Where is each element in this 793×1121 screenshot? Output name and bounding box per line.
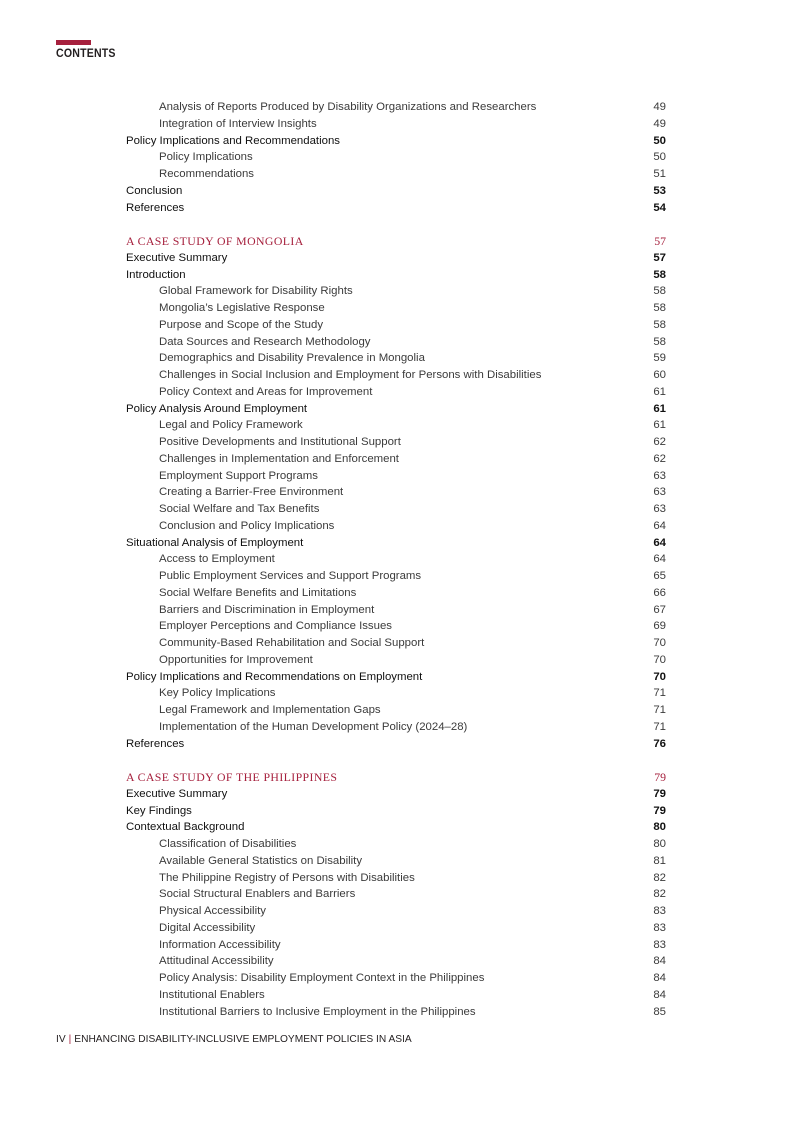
toc-entry-page-number[interactable]: 61 (653, 402, 666, 415)
toc-entry-title[interactable]: Employer Perceptions and Compliance Issues (159, 620, 392, 633)
toc-entry-page-number[interactable]: 64 (653, 553, 666, 566)
toc-entry-page-number[interactable]: 61 (653, 419, 666, 432)
toc-entry-page-number[interactable]: 71 (653, 720, 666, 733)
toc-entry-main[interactable] (0, 535, 793, 552)
toc-entry-title[interactable]: Executive Summary (126, 787, 228, 800)
toc-entry-title[interactable]: Legal and Policy Framework (159, 419, 303, 432)
toc-entry-title[interactable]: Key Findings (126, 804, 192, 817)
toc-entry-page-number[interactable]: 66 (653, 586, 666, 599)
toc-entry-title[interactable]: Policy Implications and Recommendations (126, 134, 340, 147)
toc-entry-title[interactable]: Community-Based Rehabilitation and Social Support (159, 637, 425, 649)
toc-entry-title[interactable]: A CASE STUDY OF MONGOLIA (126, 234, 304, 248)
toc-entry-title[interactable]: Public Employment Services and Support Programs (159, 570, 422, 582)
toc-entry-title[interactable]: Policy Analysis Around Employment (126, 402, 308, 415)
toc-entry-title[interactable]: Legal Framework and Implementation Gaps (159, 704, 381, 716)
toc-entry-page-number[interactable]: 70 (653, 670, 666, 683)
toc-entry-main[interactable] (0, 183, 793, 200)
toc-entry-title[interactable]: References (126, 201, 185, 214)
toc-entry-page-number[interactable]: 49 (653, 117, 666, 130)
toc-entry-page-number[interactable]: 50 (653, 134, 666, 147)
toc-entry-title[interactable]: The Philippine Registry of Persons with Disabilities (159, 871, 415, 884)
toc-entry-sub[interactable] (0, 568, 793, 585)
toc-entry-section[interactable] (0, 233, 793, 250)
toc-entry-page-number[interactable]: 83 (653, 905, 666, 917)
toc-entry-title[interactable]: Access to Employment (159, 553, 275, 566)
toc-entry-page-number[interactable]: 58 (653, 268, 666, 281)
toc-entry-sub[interactable] (0, 417, 793, 434)
toc-entry-title[interactable]: Recommendations (159, 168, 254, 180)
toc-entry-title[interactable]: Challenges in Social Inclusion and Employment for Persons with Disabilities (159, 369, 542, 381)
toc-entry-page-number[interactable]: 58 (653, 318, 666, 331)
footer-separator: | (68, 1034, 72, 1045)
toc-entry-sub[interactable] (0, 870, 793, 887)
toc-entry-sub[interactable] (0, 585, 793, 602)
toc-entry-title[interactable]: Policy Analysis: Disability Employment Context in the Philippines (159, 972, 485, 984)
toc-entry-title[interactable]: Global Framework for Disability Rights (159, 285, 353, 298)
toc-entry-sub[interactable] (0, 970, 793, 987)
toc-entry-page-number[interactable]: 80 (653, 838, 666, 850)
toc-entry-page-number[interactable]: 82 (653, 871, 666, 884)
toc-entry-page-number[interactable]: 82 (653, 888, 666, 901)
toc-entry-sub[interactable] (0, 635, 793, 652)
toc-entry-sub[interactable] (0, 116, 793, 133)
toc-entry-title[interactable]: Classification of Disabilities (159, 838, 297, 850)
toc-entry-title[interactable]: Analysis of Reports Produced by Disability Organizations and Researchers (159, 101, 537, 113)
toc-entry-page-number[interactable]: 70 (653, 653, 666, 666)
toc-entry-main[interactable] (0, 736, 793, 753)
toc-entry-sub[interactable] (0, 451, 793, 468)
toc-entry-sub[interactable] (0, 618, 793, 635)
toc-entry-sub[interactable] (0, 434, 793, 451)
toc-entry-sub[interactable] (0, 685, 793, 702)
toc-entry-main[interactable] (0, 669, 793, 686)
toc-entry-page-number[interactable]: 62 (653, 436, 666, 448)
toc-entry-sub[interactable] (0, 602, 793, 619)
page-title: CONTENTS (56, 48, 116, 60)
toc-entry-page-number[interactable]: 84 (653, 972, 666, 984)
table-of-contents (0, 99, 793, 1020)
toc-entry-page-number[interactable]: 57 (654, 234, 666, 248)
toc-entry-title[interactable]: Opportunities for Improvement (159, 653, 313, 666)
toc-entry-page-number[interactable]: 51 (653, 168, 666, 180)
toc-entry-sub[interactable] (0, 920, 793, 937)
toc-entry-sub[interactable] (0, 987, 793, 1004)
toc-entry-main[interactable] (0, 786, 793, 803)
toc-entry-page-number[interactable]: 71 (653, 704, 666, 716)
toc-entry-sub[interactable] (0, 283, 793, 300)
toc-entry-sub[interactable] (0, 551, 793, 568)
toc-entry-sub[interactable] (0, 652, 793, 669)
toc-entry-title[interactable]: Challenges in Implementation and Enforcement (159, 452, 399, 465)
toc-entry-title[interactable]: Social Welfare Benefits and Limitations (159, 586, 357, 599)
toc-entry-title[interactable]: Mongolia’s Legislative Response (159, 302, 325, 314)
toc-entry-page-number[interactable]: 59 (653, 352, 666, 365)
toc-entry-main[interactable] (0, 200, 793, 217)
toc-entry-title[interactable]: Conclusion and Policy Implications (159, 519, 335, 532)
toc-entry-page-number[interactable]: 49 (653, 101, 666, 113)
toc-entry-page-number[interactable]: 58 (653, 285, 666, 298)
toc-entry-page-number[interactable]: 53 (653, 184, 666, 197)
toc-entry-sub[interactable] (0, 836, 793, 853)
toc-entry-title[interactable]: Purpose and Scope of the Study (159, 318, 324, 331)
toc-entry-title[interactable]: Social Structural Enablers and Barriers (159, 888, 356, 901)
toc-entry-sub[interactable] (0, 99, 793, 116)
toc-entry-title[interactable]: Conclusion (126, 184, 183, 197)
toc-entry-title[interactable]: Social Welfare and Tax Benefits (159, 503, 320, 515)
toc-entry-title[interactable]: Attitudinal Accessibility (159, 955, 274, 968)
toc-entry-title[interactable]: Integration of Interview Insights (159, 117, 317, 130)
toc-entry-page-number[interactable]: 79 (653, 787, 666, 800)
toc-entry-main[interactable] (0, 133, 793, 150)
toc-entry-title[interactable]: Data Sources and Research Methodology (159, 335, 371, 348)
header-accent-bar (56, 40, 91, 45)
toc-entry-sub[interactable] (0, 719, 793, 736)
toc-entry-page-number[interactable]: 83 (653, 938, 666, 951)
toc-entry-page-number[interactable]: 64 (653, 519, 666, 532)
toc-entry-title[interactable]: Barriers and Discrimination in Employment (159, 603, 375, 616)
toc-entry-page-number[interactable]: 67 (653, 603, 666, 616)
toc-entry-page-number[interactable]: 63 (653, 469, 666, 482)
toc-entry-sub[interactable] (0, 149, 793, 166)
toc-entry-title[interactable]: Demographics and Disability Prevalence in Mongolia (159, 352, 425, 365)
toc-entry-page-number[interactable]: 60 (653, 369, 666, 381)
toc-entry-title[interactable]: Employment Support Programs (159, 469, 318, 482)
toc-entry-title[interactable]: Implementation of the Human Development Policy (2024–28) (159, 720, 468, 733)
toc-entry-page-number[interactable]: 63 (653, 486, 666, 499)
footer-title: ENHANCING DISABILITY-INCLUSIVE EMPLOYMENT POLICIES IN ASIA (74, 1034, 412, 1045)
toc-entry-sub[interactable] (0, 501, 793, 518)
toc-entry-main[interactable] (0, 401, 793, 418)
toc-entry-title[interactable]: Physical Accessibility (159, 905, 266, 917)
toc-entry-sub[interactable] (0, 384, 793, 401)
toc-entry-title[interactable]: Institutional Enablers (159, 988, 265, 1001)
toc-entry-title[interactable]: Policy Implications (159, 151, 253, 164)
toc-entry-main[interactable] (0, 803, 793, 820)
toc-entry-sub[interactable] (0, 702, 793, 719)
toc-entry-page-number[interactable]: 81 (653, 854, 666, 867)
toc-entry-page-number[interactable]: 70 (653, 637, 666, 649)
toc-entry-page-number[interactable]: 57 (653, 251, 666, 264)
toc-entry-title[interactable]: Positive Developments and Institutional Support (159, 436, 401, 448)
toc-entry-page-number[interactable]: 65 (653, 570, 666, 582)
footer-page-number: IV (56, 1034, 66, 1045)
page-footer (56, 1034, 412, 1045)
toc-entry-sub[interactable] (0, 518, 793, 535)
toc-entry-title[interactable]: Available General Statistics on Disability (159, 854, 363, 867)
toc-entry-sub[interactable] (0, 334, 793, 351)
toc-entry-page-number[interactable]: 63 (653, 503, 666, 515)
toc-entry-title[interactable]: Introduction (126, 268, 186, 281)
toc-entry-page-number[interactable]: 58 (653, 335, 666, 348)
toc-entry-sub[interactable] (0, 853, 793, 870)
toc-entry-page-number[interactable]: 54 (653, 201, 666, 214)
toc-entry-page-number[interactable]: 84 (653, 955, 666, 968)
toc-entry-page-number[interactable]: 62 (653, 452, 666, 465)
toc-entry-title[interactable]: Institutional Barriers to Inclusive Employment in the Philippines (159, 1005, 476, 1018)
toc-entry-page-number[interactable]: 83 (653, 921, 666, 934)
toc-entry-sub[interactable] (0, 484, 793, 501)
toc-entry-main[interactable] (0, 267, 793, 284)
toc-entry-page-number[interactable]: 76 (653, 737, 666, 750)
toc-entry-sub[interactable] (0, 886, 793, 903)
toc-entry-title[interactable]: A CASE STUDY OF THE PHILIPPINES (126, 770, 338, 784)
toc-entry-page-number[interactable]: 85 (653, 1005, 666, 1018)
toc-entry-sub[interactable] (0, 468, 793, 485)
toc-entry-main[interactable] (0, 819, 793, 836)
toc-entry-page-number[interactable]: 79 (653, 804, 666, 817)
toc-entry-sub[interactable] (0, 1004, 793, 1021)
toc-entry-page-number[interactable]: 80 (653, 821, 666, 834)
toc-entry-sub[interactable] (0, 317, 793, 334)
toc-entry-sub[interactable] (0, 350, 793, 367)
toc-entry-sub[interactable] (0, 903, 793, 920)
toc-entry-title[interactable]: Contextual Background (126, 821, 245, 834)
toc-entry-main[interactable] (0, 250, 793, 267)
toc-entry-title[interactable]: Digital Accessibility (159, 921, 256, 934)
toc-entry-sub[interactable] (0, 367, 793, 384)
toc-entry-title[interactable]: Policy Context and Areas for Improvement (159, 385, 373, 398)
toc-entry-title[interactable]: Executive Summary (126, 251, 228, 264)
toc-entry-title[interactable]: Key Policy Implications (159, 687, 276, 700)
toc-entry-title[interactable]: Information Accessibility (159, 938, 281, 951)
toc-entry-page-number[interactable]: 50 (653, 151, 666, 164)
toc-entry-title[interactable]: Policy Implications and Recommendations on Employment (126, 670, 423, 683)
toc-entry-title[interactable]: References (126, 737, 185, 750)
toc-entry-page-number[interactable]: 61 (653, 385, 666, 398)
toc-entry-sub[interactable] (0, 300, 793, 317)
toc-entry-page-number[interactable]: 58 (653, 302, 666, 314)
toc-entry-title[interactable]: Situational Analysis of Employment (126, 536, 304, 549)
toc-entry-sub[interactable] (0, 953, 793, 970)
toc-entry-section[interactable] (0, 769, 793, 786)
toc-entry-sub[interactable] (0, 166, 793, 183)
toc-entry-page-number[interactable]: 71 (653, 687, 666, 700)
toc-entry-sub[interactable] (0, 937, 793, 954)
toc-entry-page-number[interactable]: 69 (653, 620, 666, 633)
toc-entry-page-number[interactable]: 79 (654, 770, 666, 784)
toc-entry-page-number[interactable]: 84 (653, 988, 666, 1001)
toc-entry-page-number[interactable]: 64 (653, 536, 666, 549)
toc-entry-title[interactable]: Creating a Barrier-Free Environment (159, 486, 344, 499)
